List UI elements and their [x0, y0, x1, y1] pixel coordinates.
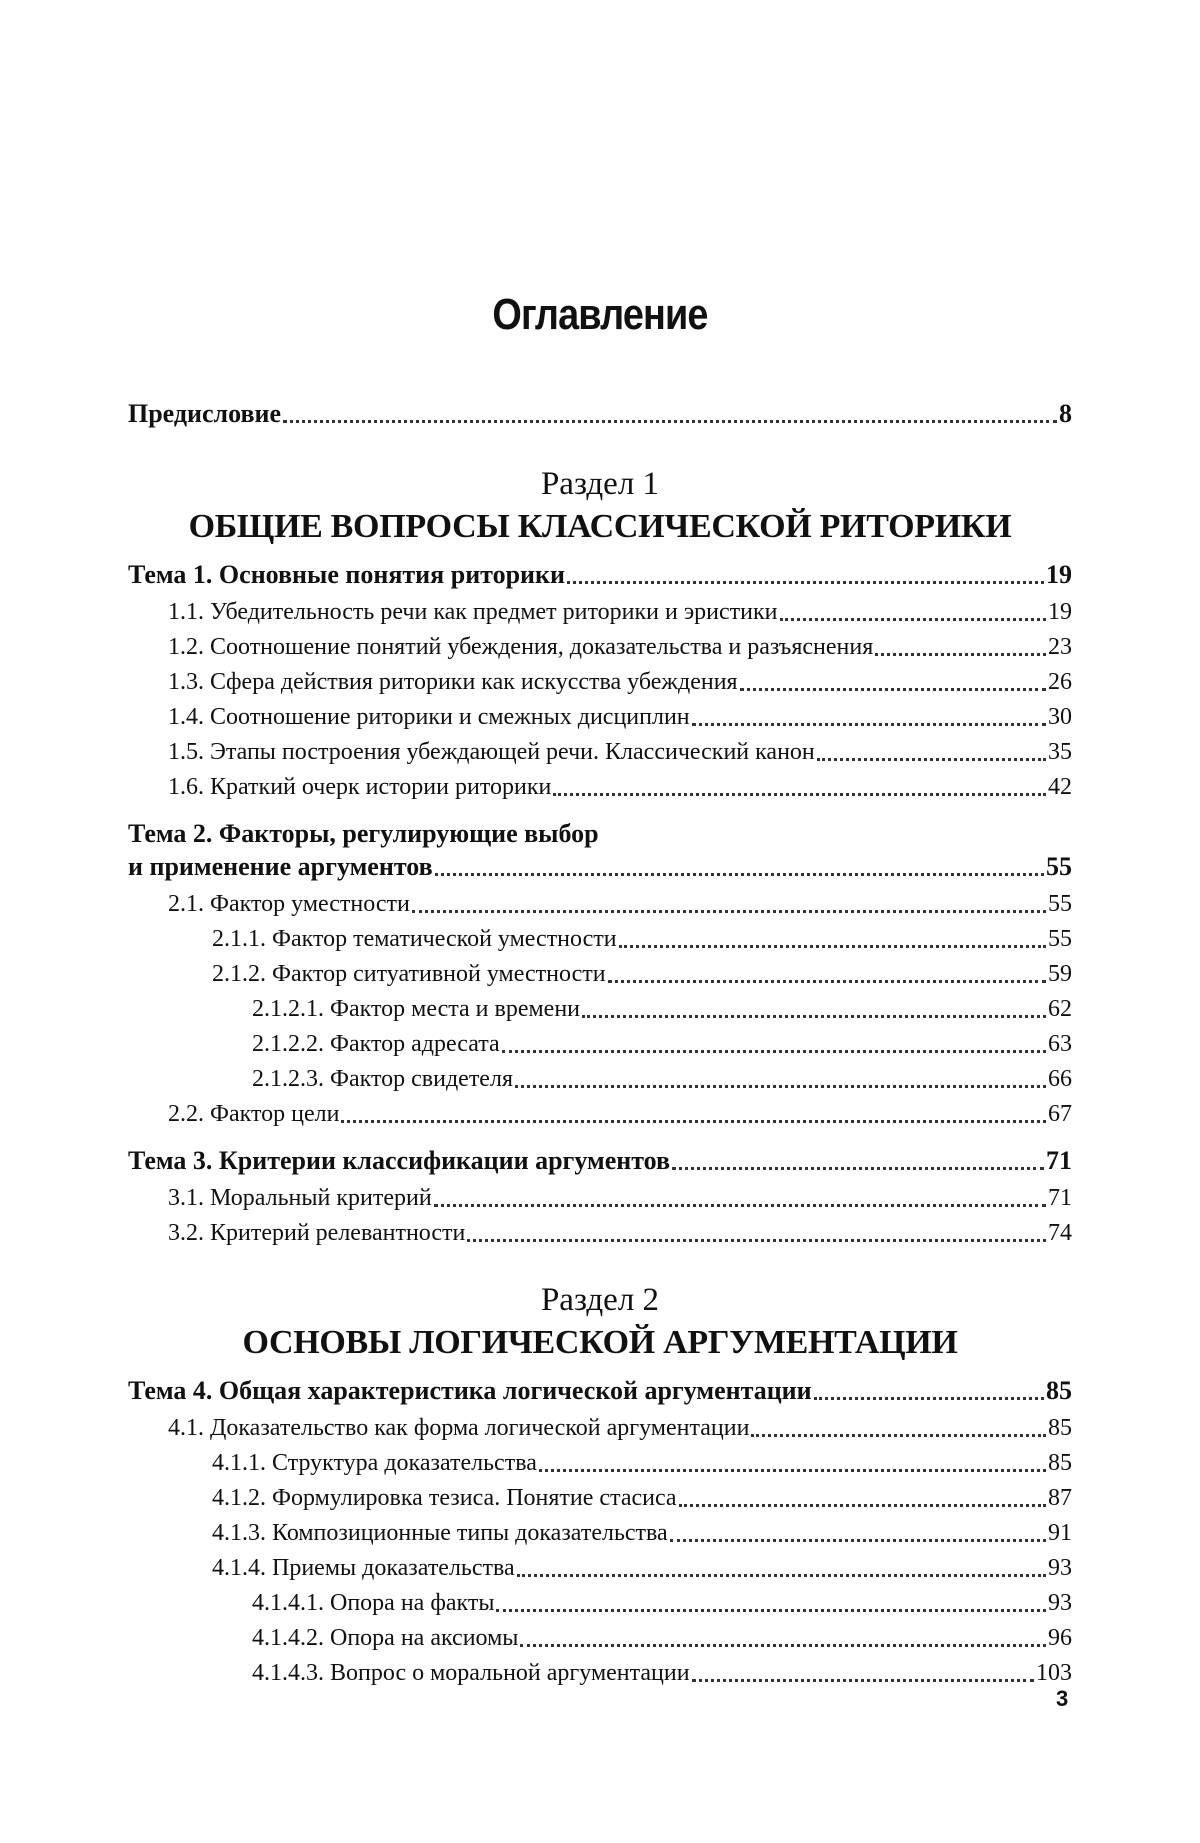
toc-entry: [212, 1449, 1072, 1477]
toc-entry-page: 30: [1048, 704, 1072, 730]
dot-leader: [520, 1644, 1046, 1647]
toc-entry: [168, 1100, 1072, 1128]
section-name: ОСНОВЫ ЛОГИЧЕСКОЙ АРГУМЕНТАЦИИ: [242, 1324, 958, 1361]
toc-entry-label: 4.1.3. Композиционные типы доказательства: [212, 1520, 668, 1546]
toc-topic-2-line1: Тема 2. Факторы, регулирующие выбор: [128, 819, 599, 848]
toc-entry-label: 4.1.4.3. Вопрос о моральной аргументации: [252, 1660, 690, 1686]
toc-entry: [252, 1030, 1072, 1058]
dot-leader: [875, 653, 1046, 656]
toc-entry-label: Тема 4. Общая характеристика логической аргументации: [128, 1376, 812, 1405]
section-number: Раздел 2: [540, 1282, 660, 1318]
toc-entry-page: 85: [1048, 1450, 1072, 1476]
toc-entry-topic-4: [128, 1377, 1072, 1405]
toc-entry-label: Тема 1. Основные понятия риторики: [128, 560, 565, 589]
toc-entry-label: 1.3. Сфера действия риторики как искусства убеждения: [168, 669, 738, 695]
toc-entry-page: 59: [1048, 961, 1072, 987]
dot-leader: [582, 1015, 1046, 1018]
toc-entry: [252, 1065, 1072, 1093]
toc-entry-label: 4.1.1. Структура доказательства: [212, 1450, 537, 1476]
dot-leader: [740, 688, 1046, 691]
toc-entry-label: 1.2. Соотношение понятий убеждения, доказательства и разъяснения: [168, 634, 874, 660]
dot-leader: [496, 1609, 1046, 1612]
toc-entry: [252, 1589, 1072, 1617]
toc-entry-label: 4.1.4.2. Опора на аксиомы: [252, 1625, 519, 1651]
toc-entry: [252, 995, 1072, 1023]
toc-entry-label: 2.1.1. Фактор тематической уместности: [212, 926, 617, 952]
toc-entry-page: 35: [1048, 739, 1072, 765]
dot-leader: [467, 1239, 1046, 1242]
toc-entry: [212, 1554, 1072, 1582]
section-heading-2: [0, 1280, 1200, 1366]
toc-entry: [212, 960, 1072, 988]
toc-entry-topic-3: [128, 1147, 1072, 1175]
toc-entry: [212, 925, 1072, 953]
dot-leader: [679, 1504, 1046, 1507]
toc-entry-page: 85: [1046, 1376, 1072, 1405]
toc-entry-label: 2.1.2.1. Фактор места и времени: [252, 996, 581, 1022]
dot-leader: [619, 945, 1046, 948]
dot-leader: [435, 873, 1044, 876]
toc-entry-page: 63: [1048, 1031, 1072, 1057]
toc-entry-page: 19: [1046, 560, 1072, 589]
dot-leader: [692, 1679, 1034, 1682]
toc-entry-page: 87: [1048, 1485, 1072, 1511]
toc-entry: [252, 1659, 1072, 1687]
toc-entry-page: 8: [1059, 399, 1072, 428]
dot-leader: [608, 980, 1046, 983]
toc-entry-label: 2.1. Фактор уместности: [168, 891, 410, 917]
dot-leader: [341, 1120, 1046, 1123]
toc-entry: [168, 598, 1072, 626]
toc-entry-page: 42: [1048, 774, 1072, 800]
dot-leader: [672, 1167, 1044, 1170]
dot-leader: [814, 1397, 1044, 1400]
toc-entry-page: 96: [1048, 1625, 1072, 1651]
toc-entry-page: 93: [1048, 1555, 1072, 1581]
toc-entry: [168, 1184, 1072, 1212]
toc-entry: [168, 668, 1072, 696]
toc-entry-label: 2.2. Фактор цели: [168, 1101, 340, 1127]
dot-leader: [567, 581, 1044, 584]
toc-entry: [168, 738, 1072, 766]
toc-entry: [168, 890, 1072, 918]
toc-entry-label: 4.1.2. Формулировка тезиса. Понятие стасиса: [212, 1485, 677, 1511]
toc-entry-page: 19: [1048, 599, 1072, 625]
dot-leader: [670, 1539, 1046, 1542]
dot-leader: [502, 1050, 1046, 1053]
section-heading-1: [0, 464, 1200, 550]
toc-entry-label: 2.1.2.2. Фактор адресата: [252, 1031, 500, 1057]
dot-leader: [553, 793, 1046, 796]
dot-leader: [817, 758, 1046, 761]
dot-leader: [517, 1574, 1046, 1577]
toc-entry-page: 23: [1048, 634, 1072, 660]
dot-leader: [434, 1204, 1046, 1207]
toc-entry-page: 66: [1048, 1066, 1072, 1092]
toc-entry-label: Тема 3. Критерии классификации аргументов: [128, 1146, 671, 1175]
toc-entry: [212, 1484, 1072, 1512]
toc-entry-page: 55: [1048, 926, 1072, 952]
toc-entry: [212, 1519, 1072, 1547]
toc-entry: [168, 1219, 1072, 1247]
section-number: Раздел 1: [540, 466, 660, 502]
dot-leader: [515, 1085, 1046, 1088]
toc-entry: [168, 1414, 1072, 1442]
toc-entry: [168, 633, 1072, 661]
toc-entry-topic-1: [128, 561, 1072, 589]
toc-entry-label: 3.1. Моральный критерий: [168, 1185, 432, 1211]
toc-entry-page: 55: [1046, 852, 1072, 881]
toc-entry-page: 55: [1048, 891, 1072, 917]
dot-leader: [283, 420, 1057, 423]
toc-entry-label: 1.5. Этапы построения убеждающей речи. Классический канон: [168, 739, 815, 765]
toc-entry-page: 74: [1048, 1220, 1072, 1246]
toc-entry: [252, 1624, 1072, 1652]
toc-entry-page: 71: [1048, 1185, 1072, 1211]
toc-entry-topic-2: [128, 853, 1072, 881]
toc-entry-label: 1.6. Краткий очерк истории риторики: [168, 774, 552, 800]
toc-entry-page: 103: [1036, 1660, 1072, 1686]
dot-leader: [412, 910, 1046, 913]
toc-entry-page: 85: [1048, 1415, 1072, 1441]
toc-entry-label: 4.1.4.1. Опора на факты: [252, 1590, 495, 1616]
toc-entry-label: 1.1. Убедительность речи как предмет риторики и эристики: [168, 599, 778, 625]
page-number: 3: [1056, 1686, 1069, 1711]
toc-entry-page: 93: [1048, 1590, 1072, 1616]
toc-entry-label: 3.2. Критерий релевантности: [168, 1220, 466, 1246]
toc-entry-label: и применение аргументов: [128, 852, 433, 881]
toc-entry-label: Предисловие: [128, 399, 282, 428]
toc-entry-page: 62: [1048, 996, 1072, 1022]
toc-entry-label: 2.1.2.3. Фактор свидетеля: [252, 1066, 513, 1092]
toc-entry-label: 2.1.2. Фактор ситуативной уместности: [212, 961, 606, 987]
toc-entry-label: 4.1. Доказательство как форма логической аргументации: [168, 1415, 750, 1441]
dot-leader: [751, 1434, 1046, 1437]
toc-entry-page: 71: [1046, 1146, 1072, 1175]
toc-entry-page: 26: [1048, 669, 1072, 695]
dot-leader: [692, 723, 1046, 726]
toc-entry: [168, 773, 1072, 801]
section-name: ОБЩИЕ ВОПРОСЫ КЛАССИЧЕСКОЙ РИТОРИКИ: [188, 508, 1012, 545]
toc-entry-page: 67: [1048, 1101, 1072, 1127]
dot-leader: [539, 1469, 1046, 1472]
page-title: Оглавление: [492, 290, 708, 339]
toc-entry-label: 4.1.4. Приемы доказательства: [212, 1555, 515, 1581]
toc-entry-preface: [128, 400, 1072, 428]
toc-entry-page: 91: [1048, 1520, 1072, 1546]
toc-entry: [168, 703, 1072, 731]
toc-entry-label: 1.4. Соотношение риторики и смежных дисциплин: [168, 704, 690, 730]
dot-leader: [780, 618, 1047, 621]
